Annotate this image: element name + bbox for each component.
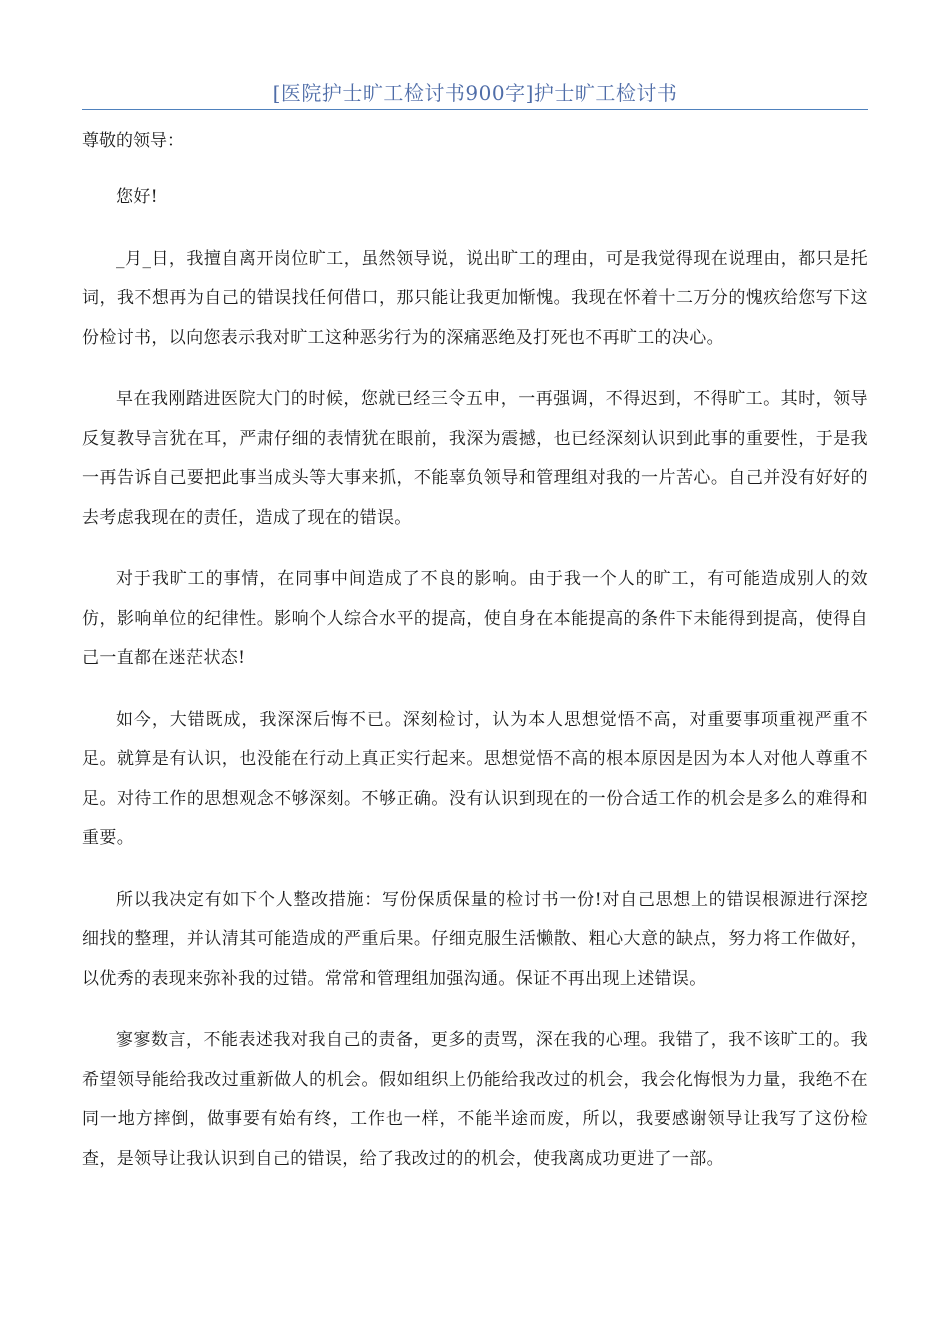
body-paragraph-3: 对于我旷工的事情，在同事中间造成了不良的影响。由于我一个人的旷工，有可能造成别人的效仿，影响单位的纪律性。影响个人综合水平的提高，使自身在本能提高的条件下未能得到提高，使得自己一直都在迷茫状态!: [82, 569, 868, 668]
body-paragraph-2: 早在我刚踏进医院大门的时候，您就已经三令五申，一再强调，不得迟到，不得旷工。其时，领导反复教导言犹在耳，严肃仔细的表情犹在眼前，我深为震撼，也已经深刻认识到此事的重要性，于是我一再告诉自己要把此事当成头等大事来抓，不能辜负领导和管理组对我的一片苦心。自己并没有好好的去考虑我现在的责任，造成了现在的错误。: [82, 389, 868, 528]
body-paragraph-6: 寥寥数言，不能表述我对我自己的责备，更多的责骂，深在我的心理。我错了，我不该旷工的。我希望领导能给我改过重新做人的机会。假如组织上仍能给我改过的机会，我会化悔恨为力量，我绝不在同一地方摔倒，做事要有始有终，工作也一样，不能半途而废，所以，我要感谢领导让我写了这份检查，是领导让我认识到自己的错误，给了我改过的的机会，使我离成功更进了一部。: [82, 1030, 868, 1169]
salutation: 尊敬的领导：: [82, 131, 184, 151]
body-paragraph-4: 如今，大错既成，我深深后悔不已。深刻检讨，认为本人思想觉悟不高，对重要事项重视严重不足。就算是有认识，也没能在行动上真正实行起来。思想觉悟不高的根本原因是因为本人对他人尊重不足。对待工作的思想观念不够深刻。不够正确。没有认识到现在的一份合适工作的机会是多么的难得和重要。: [82, 709, 868, 848]
greeting: 您好!: [116, 187, 158, 207]
body-paragraph-5: 所以我决定有如下个人整改措施：写份保质保量的检讨书一份!对自己思想上的错误根源进行深挖细找的整理，并认清其可能造成的严重后果。仔细克服生活懒散、粗心大意的缺点，努力将工作做好，以优秀的表现来弥补我的过错。常常和管理组加强沟通。保证不再出现上述错误。: [82, 889, 868, 989]
document-header: [82, 80, 868, 110]
body-paragraph-1: _月_日，我擅自离开岗位旷工，虽然领导说，说出旷工的理由，可是我觉得现在说理由，都只是托词，我不想再为自己的错误找任何借口，那只能让我更加惭愧。我现在怀着十二万分的愧疚给您写下这份检讨书，以向您表示我对旷工这种恶劣行为的深痛恶绝及打死也不再旷工的决心。: [82, 248, 868, 348]
document-body: [82, 130, 868, 1179]
document-title: [医院护士旷工检讨书900字]护士旷工检讨书: [272, 81, 678, 105]
